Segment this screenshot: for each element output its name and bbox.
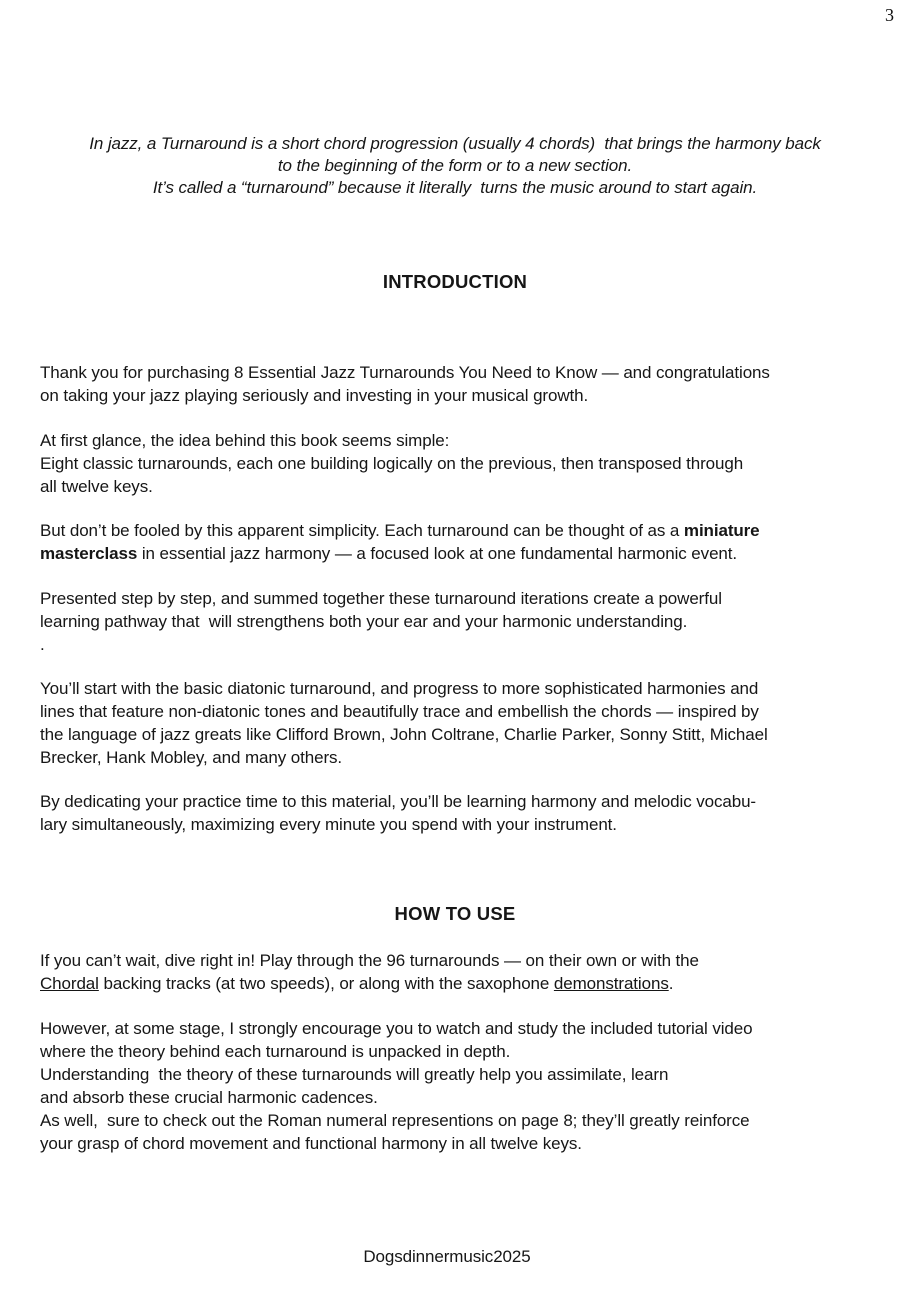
text-line: and absorb these crucial harmonic cadences.: [40, 1088, 378, 1107]
text-line: on taking your jazz playing seriously and investing in your musical growth.: [40, 386, 589, 405]
paragraph-if-you-cant-wait: [40, 949, 870, 995]
bold-text: masterclass: [40, 544, 138, 563]
text-line: all twelve keys.: [40, 477, 153, 496]
text-line: learning pathway that will strengthens both your ear and your harmonic understanding.: [40, 612, 688, 631]
text-line: Brecker, Hank Mobley, and many others.: [40, 748, 343, 767]
bold-text: miniature: [683, 521, 760, 540]
introduction-heading: INTRODUCTION: [382, 271, 528, 292]
paragraph-however: [40, 1017, 870, 1155]
text-line: [40, 519, 870, 542]
text-line: .: [40, 635, 45, 654]
paragraph-youll-start: [40, 677, 870, 769]
text-line: By dedicating your practice time to this material, you’ll be learning harmony and melodic vocabu-: [40, 792, 756, 811]
chordal-link[interactable]: Chordal: [40, 974, 99, 993]
page-number: 3: [885, 5, 894, 25]
text-line: Presented step by step, and summed together these turnaround iterations create a powerful: [40, 589, 722, 608]
text-line: [40, 542, 870, 565]
text-segment: But don’t be fooled by this apparent simplicity. Each turnaround can be thought of as a: [40, 521, 684, 540]
text-segment: in essential jazz harmony — a focused look at one fundamental harmonic event.: [137, 544, 738, 563]
how-to-use-heading: HOW TO USE: [394, 903, 516, 924]
text-line: At first glance, the idea behind this book seems simple:: [40, 431, 450, 450]
paragraph-miniature-masterclass: [40, 519, 870, 565]
text-line: In jazz, a Turnaround is a short chord progression (usually 4 chords) that brings the harmony back: [89, 134, 821, 153]
text-line: If you can’t wait, dive right in! Play through the 96 turnarounds — on their own or with the: [40, 951, 699, 970]
text-line: where the theory behind each turnaround is unpacked in depth.: [40, 1042, 511, 1061]
text-line: Understanding the theory of these turnarounds will greatly help you assimilate, learn: [40, 1065, 669, 1084]
text-line: the language of jazz greats like Clifford Brown, John Coltrane, Charlie Parker, Sonny Stitt, Michael: [40, 725, 768, 744]
text-line: However, at some stage, I strongly encourage you to watch and study the included tutorial video: [40, 1019, 753, 1038]
text-line: Eight classic turnarounds, each one building logically on the previous, then transposed through: [40, 454, 744, 473]
paragraph-at-first-glance: [40, 429, 870, 498]
paragraph-presented-step-by-step: [40, 587, 870, 656]
text-line: lines that feature non-diatonic tones and beautifully trace and embellish the chords — inspired by: [40, 702, 759, 721]
paragraph-by-dedicating: [40, 790, 870, 836]
text-line: [40, 972, 870, 995]
text-line: It’s called a “turnaround” because it literally turns the music around to start again.: [152, 178, 758, 197]
footer-text: Dogsdinnermusic2025: [363, 1247, 531, 1266]
text-line: As well, sure to check out the Roman numeral representions on page 8; they’ll greatly reinforce: [40, 1111, 750, 1130]
demonstrations-link[interactable]: demonstrations: [553, 974, 669, 993]
text-line: lary simultaneously, maximizing every minute you spend with your instrument.: [40, 815, 617, 834]
text-line: to the beginning of the form or to a new section.: [277, 156, 633, 175]
text-line: Thank you for purchasing 8 Essential Jazz Turnarounds You Need to Know — and congratulations: [40, 363, 770, 382]
paragraph-thank-you: [40, 361, 870, 407]
text-line: your grasp of chord movement and functional harmony in all twelve keys.: [40, 1134, 582, 1153]
text-line: You’ll start with the basic diatonic turnaround, and progress to more sophisticated harmonies and: [40, 679, 759, 698]
text-segment: .: [668, 974, 674, 993]
lead-quote: [0, 133, 910, 199]
text-segment: backing tracks (at two speeds), or along with the saxophone: [98, 974, 554, 993]
